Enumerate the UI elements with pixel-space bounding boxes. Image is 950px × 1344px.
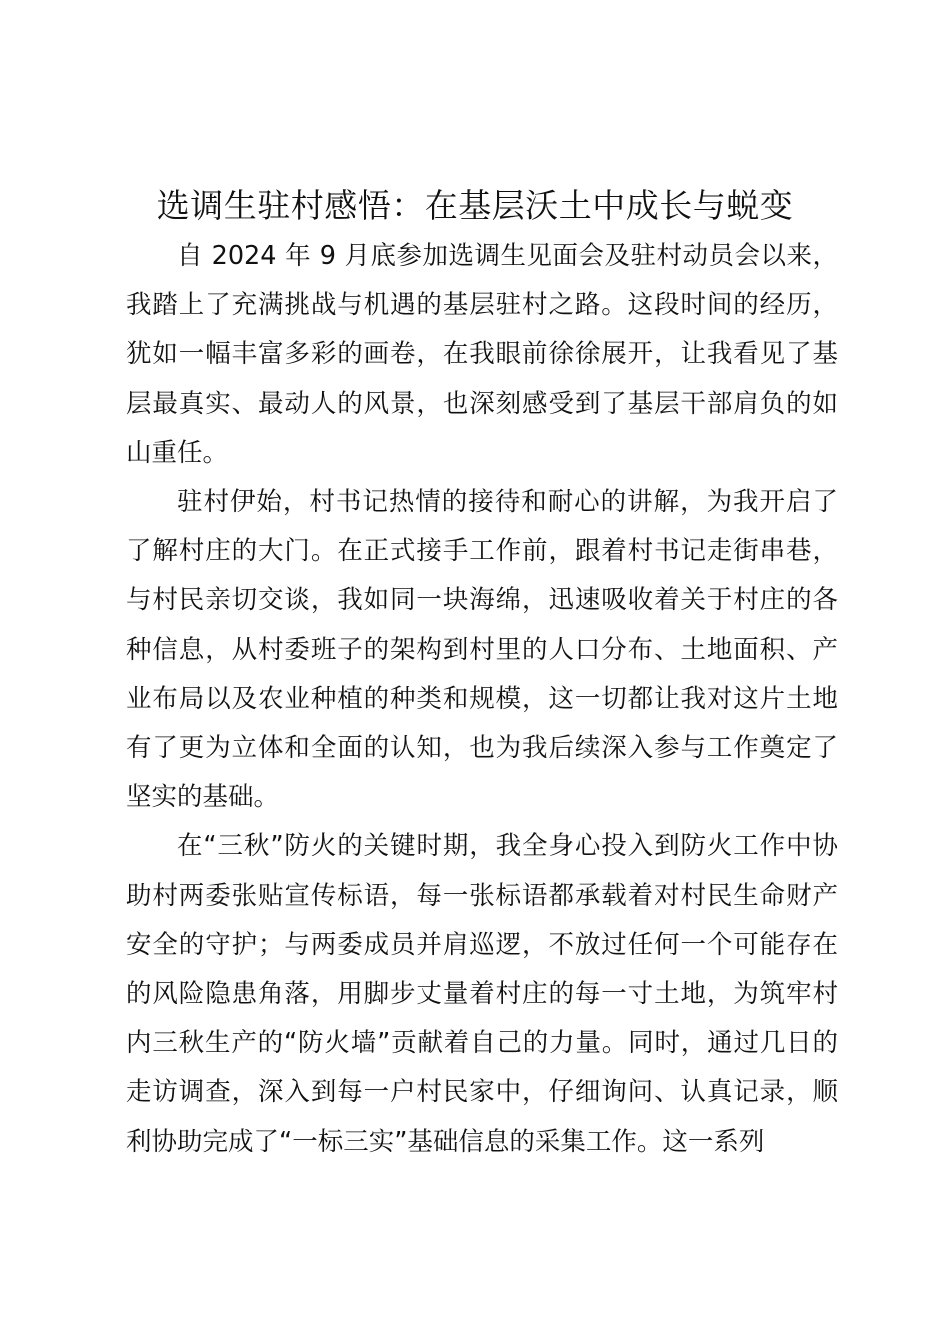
paragraph-3: 在“三秋”防火的关键时期，我全身心投入到防火工作中协助村两委张贴宣传标语，每一张标语都承载着对村民生命财产安全的守护；与两委成员并肩巡逻，不放过任何一个可能存在的风险隐患角落，用脚步丈量着村庄的每一寸土地，为筑牢村内三秋生产的“防火墙”贡献着自己的力量。同时，通过几日的走访调查，深入到每一户村民家中，仔细询问、认真记录，顺利协助完成了“一标三实”基础信息的采集工作。这一系列 bbox=[126, 831, 838, 1157]
document-title: 选调生驻村感悟：在基层沃土中成长与蜕变 bbox=[156, 186, 794, 225]
paragraph-2: 驻村伊始，村书记热情的接待和耐心的讲解，为我开启了了解村庄的大门。在正式接手工作前，跟着村书记走街串巷，与村民亲切交谈，我如同一块海绵，迅速吸收着关于村庄的各种信息，从村委班子的架构到村里的人口分布、土地面积、产业布局以及农业种植的种类和规模，这一切都让我对这片土地有了更为立体和全面的认知，也为我后续深入参与工作奠定了坚实的基础。 bbox=[126, 487, 838, 813]
document-body bbox=[126, 232, 838, 1167]
paragraph-1: 自 2024 年 9 月底参加选调生见面会及驻村动员会以来，我踏上了充满挑战与机遇的基层驻村之路。这段时间的经历，犹如一幅丰富多彩的画卷，在我眼前徐徐展开，让我看见了基层最真实、最动人的风景，也深刻感受到了基层干部肩负的如山重任。 bbox=[126, 241, 838, 468]
